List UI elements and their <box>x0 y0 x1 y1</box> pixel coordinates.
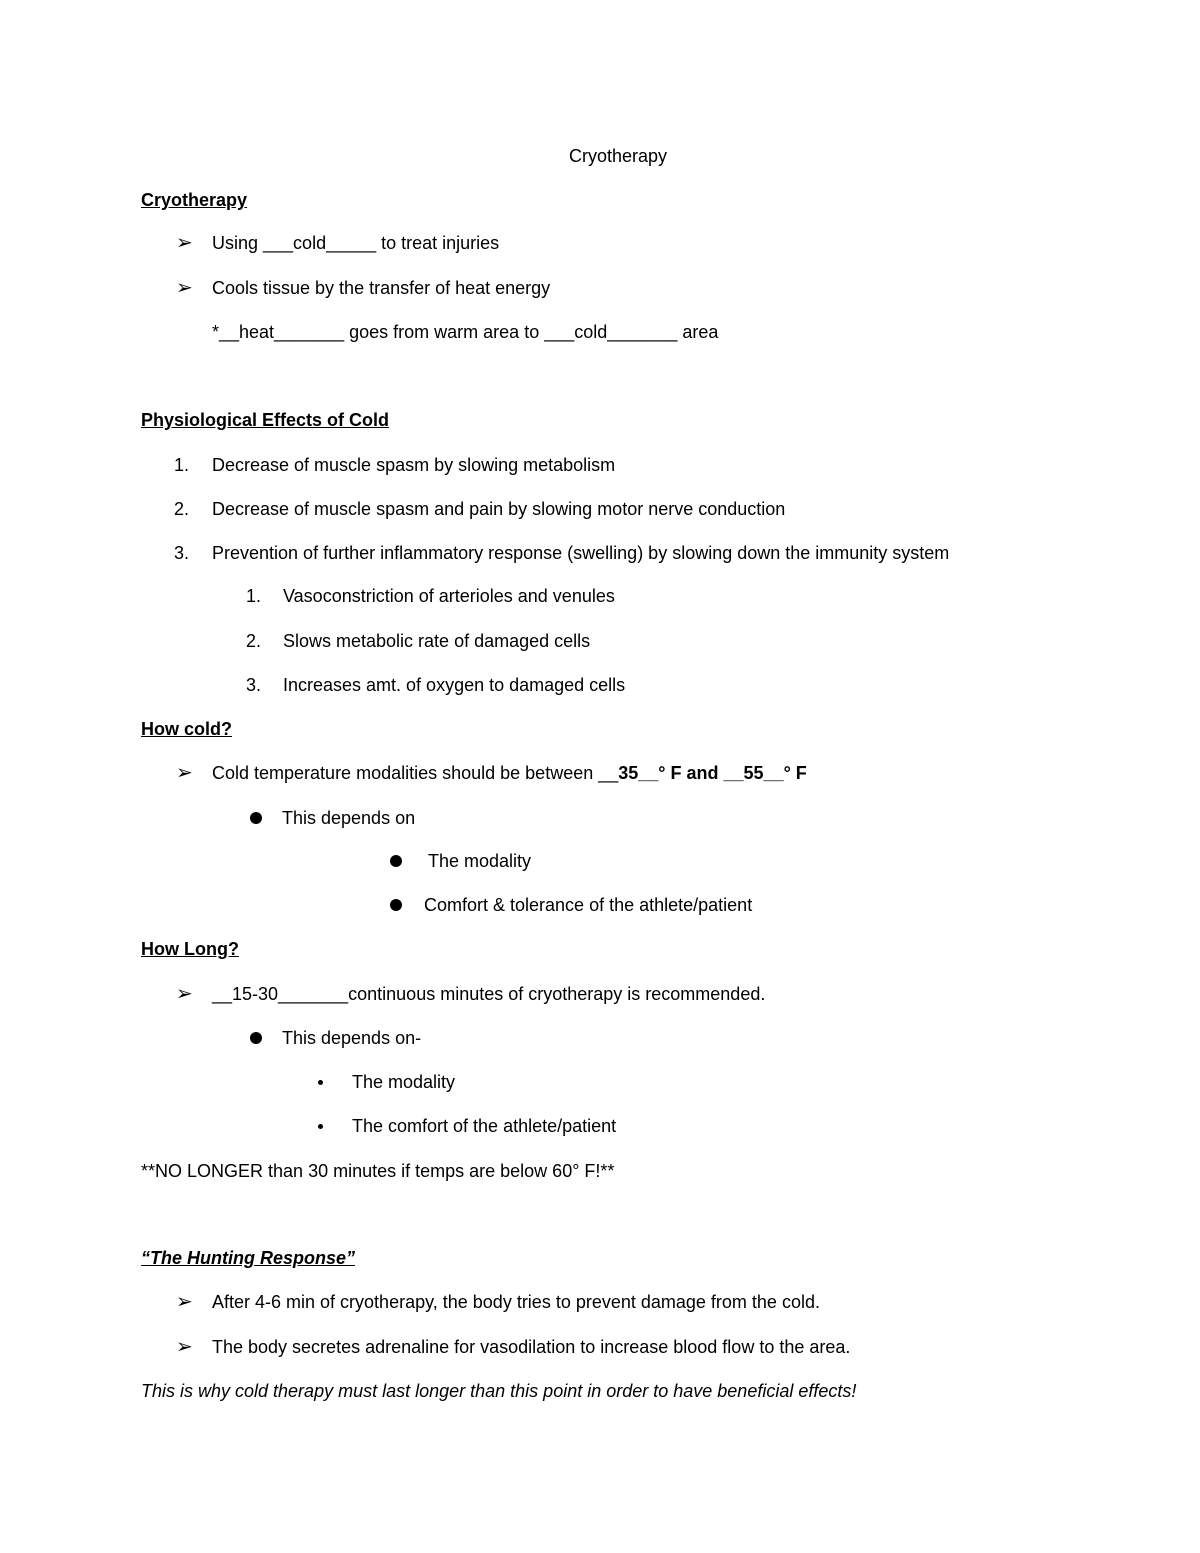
section-heading-cryotherapy: Cryotherapy <box>141 190 248 210</box>
list-item: Decrease of muscle spasm by slowing metabolism <box>212 455 616 475</box>
sublist-item: Slows metabolic rate of damaged cells <box>283 631 591 651</box>
temperature-range-lead: Cold temperature modalities should be between __ <box>212 763 619 783</box>
temperature-range-text <box>212 761 807 785</box>
section-heading-how-long: How Long? <box>141 939 239 959</box>
list-number: 2. <box>174 499 190 519</box>
section-heading-hunting-response: “The Hunting Response” <box>141 1248 356 1268</box>
depends-text: This depends on- <box>282 1028 422 1048</box>
bullet-dot-icon <box>390 893 402 917</box>
document-title: Cryotherapy <box>568 146 668 166</box>
sub-bullet-text: Comfort & tolerance of the athlete/patient <box>424 895 753 915</box>
temperature-unit: __° F <box>763 763 807 783</box>
bullet-dot-icon <box>250 806 262 830</box>
temperature-high-value: 55 <box>743 763 764 783</box>
depends-text: This depends on <box>282 808 416 828</box>
bullet-dot-icon <box>250 1026 262 1050</box>
small-bullet-icon <box>318 1070 324 1094</box>
list-number: 3. <box>174 543 190 563</box>
arrow-bullet-icon: ➢ <box>176 762 193 784</box>
sublist-item: Increases amt. of oxygen to damaged cells <box>283 675 626 695</box>
sublist-number: 2. <box>246 631 262 651</box>
bullet-text: __15-30_______continuous minutes of cryotherapy is recommended. <box>212 984 766 1004</box>
temperature-mid-text: __° F and __ <box>638 763 744 783</box>
arrow-bullet-icon: ➢ <box>176 277 193 299</box>
arrow-bullet-icon: ➢ <box>176 1291 193 1313</box>
closing-text: This is why cold therapy must last longer than this point in order to have beneficial effects! <box>141 1381 857 1401</box>
arrow-bullet-icon: ➢ <box>176 983 193 1005</box>
list-item: Decrease of muscle spasm and pain by slowing motor nerve conduction <box>212 499 786 519</box>
warning-text: **NO LONGER than 30 minutes if temps are below 60° F!** <box>141 1161 615 1181</box>
sublist-item: Vasoconstriction of arterioles and venules <box>283 586 615 606</box>
arrow-bullet-icon: ➢ <box>176 232 193 254</box>
section-heading-how-cold: How cold? <box>141 719 232 739</box>
sub-bullet-text: The modality <box>428 851 532 871</box>
list-number: 1. <box>174 455 190 475</box>
arrow-bullet-icon: ➢ <box>176 1336 193 1358</box>
bullet-text: The body secretes adrenaline for vasodilation to increase blood flow to the area. <box>212 1337 851 1357</box>
list-item: Prevention of further inflammatory response (swelling) by slowing down the immunity system <box>212 543 950 563</box>
bullet-dot-icon <box>390 849 402 873</box>
small-bullet-icon <box>318 1114 324 1138</box>
temperature-low-value: 35 <box>618 763 639 783</box>
sub-bullet-text: The comfort of the athlete/patient <box>352 1116 617 1136</box>
section-heading-physiological: Physiological Effects of Cold <box>141 410 390 430</box>
note-text: *__heat_______ goes from warm area to ___cold_______ area <box>212 322 719 342</box>
bullet-text: Cools tissue by the transfer of heat energy <box>212 278 551 298</box>
bullet-text: Using ___cold_____ to treat injuries <box>212 233 500 253</box>
sub-bullet-text: The modality <box>352 1072 456 1092</box>
bullet-text: After 4-6 min of cryotherapy, the body tries to prevent damage from the cold. <box>212 1292 820 1312</box>
sublist-number: 3. <box>246 675 262 695</box>
sublist-number: 1. <box>246 586 262 606</box>
